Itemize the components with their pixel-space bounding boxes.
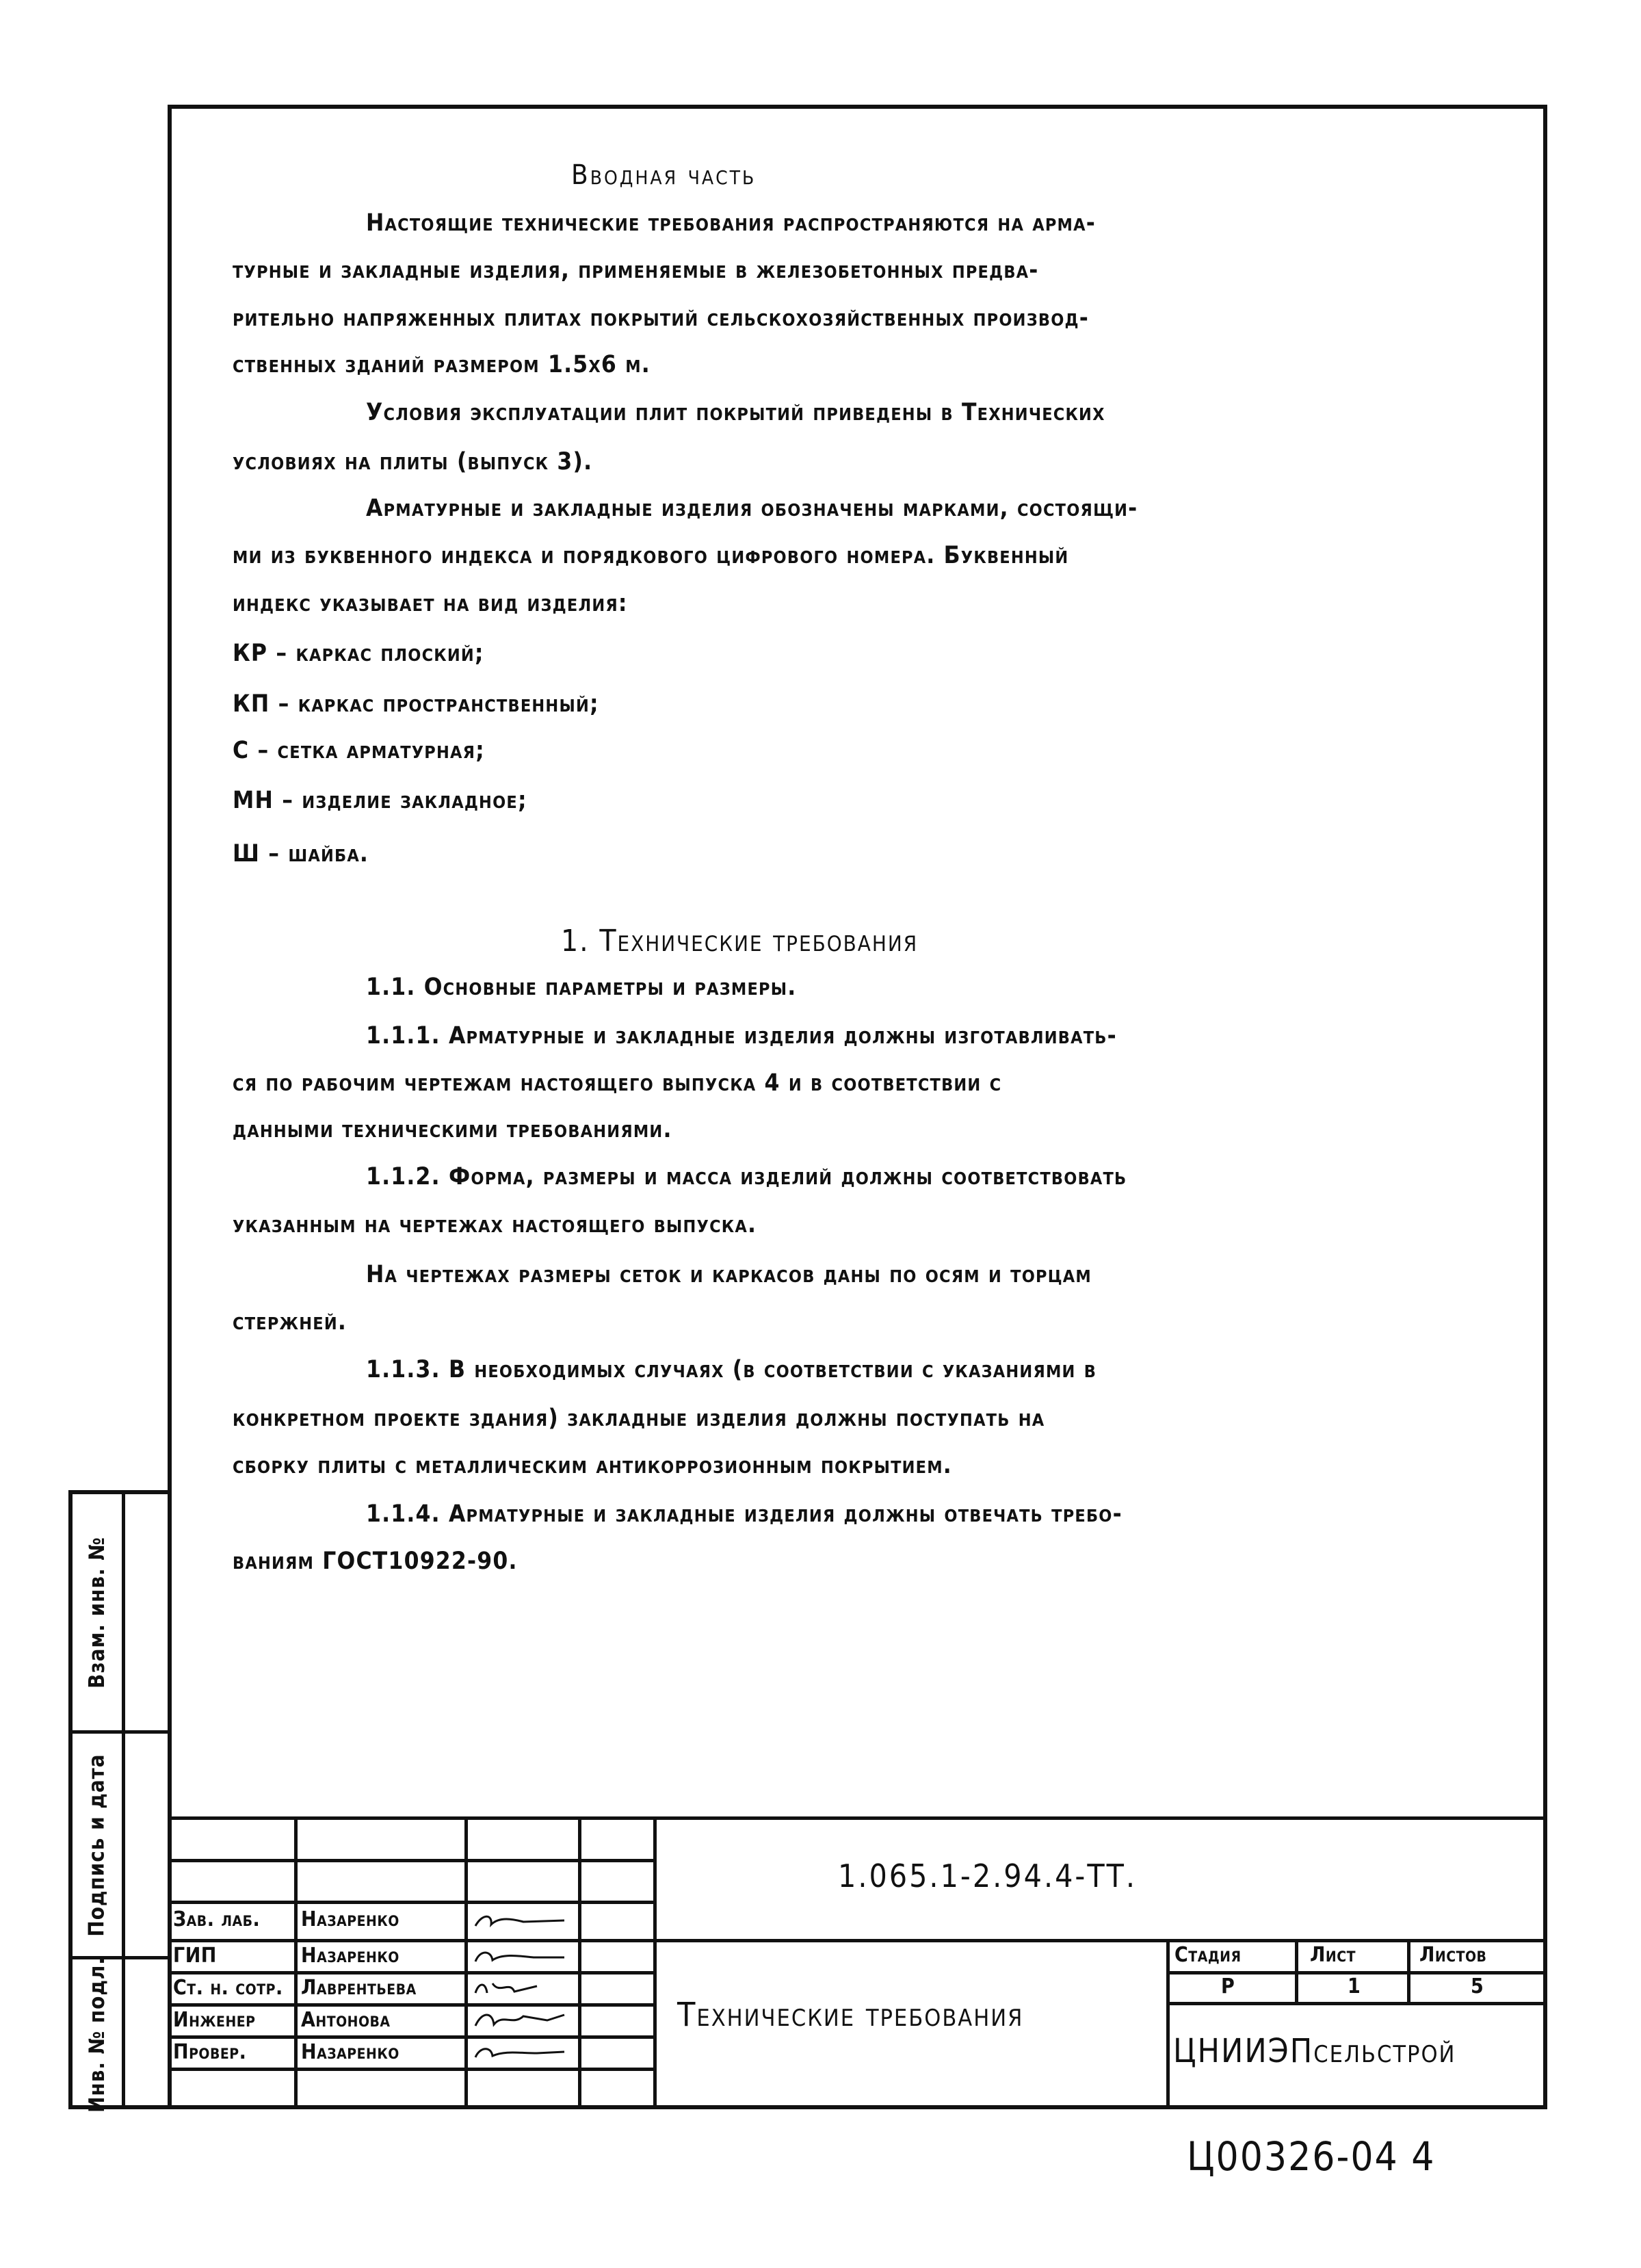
p-dims-line: стержней. (233, 1308, 347, 1335)
archive-number: Ц00326-04 4 (1187, 2133, 1436, 2180)
intro-p3-line: индекс указывает на вид изделия: (233, 590, 628, 617)
intro-p1-line: рительно напряженных плитах покрытий сельскохозяйственных производ- (233, 304, 1090, 332)
p-1-1-3-line: 1.1.3. В необходимых случаях (в соответствии с указаниями в (366, 1356, 1097, 1383)
side-strip (68, 1490, 171, 2113)
stage-header: Стадия (1174, 1943, 1242, 1967)
document-name: Технические требования (677, 1996, 1024, 2034)
sheet-value: 1 (1348, 1974, 1361, 1998)
p-1-1-2-line: указанным на чертежах настоящего выпуска. (233, 1211, 757, 1238)
intro-p1-line: Настоящие технические требования распространяются на арма- (366, 209, 1096, 237)
p-1-1-3-line: сборку плиты с металлическим антикоррозионным покрытием. (233, 1452, 952, 1479)
intro-p2-line: условиях на плиты (выпуск 3). (233, 448, 593, 475)
side-label-vzam: Взам. инв. № (85, 1536, 110, 1689)
sheet-header: Лист (1310, 1943, 1356, 1967)
p-1-1-3-line: конкретном проекте здания) закладные изделия должны поступать на (233, 1405, 1045, 1432)
signature (472, 1912, 568, 1929)
signature (472, 2011, 568, 2027)
p-1-1-2-line: 1.1.2. Форма, размеры и масса изделий должны соответствовать (366, 1163, 1127, 1190)
side-label-sign: Подпись и дата (85, 1753, 109, 1937)
p-1-1-1-line: 1.1.1. Арматурные и закладные изделия должны изготавливать- (366, 1022, 1117, 1050)
p-1-1-4-line: ваниям ГОСТ10922-90. (233, 1548, 518, 1575)
intro-p3-line: Арматурные и закладные изделия обозначены марками, состоящи- (366, 495, 1138, 522)
intro-p2-line: Условия эксплуатации плит покрытий приведены в Технических (366, 399, 1105, 426)
side-cell-vzam (73, 1494, 171, 1734)
side-cell-inv (73, 1956, 171, 2113)
organization: ЦНИИЭПсельстрой (1173, 2032, 1456, 2070)
code-item: С – сетка арматурная; (233, 737, 485, 764)
staff-name: Антонова (301, 2008, 391, 2032)
staff-role: Инженер (173, 2008, 256, 2032)
p-1-1-1-line: данными техническими требованиями. (233, 1116, 672, 1143)
staff-role: Ст. н. сотр. (173, 1976, 283, 2000)
code-item: КР – каркас плоский; (233, 640, 484, 667)
staff-name: Лаврентьева (301, 1976, 417, 2000)
section-title: 1. Технические требования (561, 924, 919, 959)
code-item: МН – изделие закладное; (233, 787, 527, 814)
stage-value: Р (1221, 1974, 1235, 1998)
sheets-value: 5 (1471, 1974, 1484, 1998)
staff-name: Назаренко (301, 1907, 399, 1931)
subsection-title: 1.1. Основные параметры и размеры. (366, 974, 797, 1001)
signature (472, 1948, 568, 1964)
p-1-1-1-line: ся по рабочим чертежам настоящего выпуска 4 и в соответствии с (233, 1069, 1002, 1097)
intro-p3-line: ми из буквенного индекса и порядкового цифрового номера. Буквенный (233, 542, 1069, 569)
staff-role: ГИП (173, 1944, 217, 1968)
staff-name: Назаренко (301, 2040, 399, 2064)
side-cell-sign (73, 1734, 171, 1959)
title-block (168, 1816, 1547, 2109)
code-item: КП – каркас пространственный; (233, 690, 599, 718)
p-dims-line: На чертежах размеры сеток и каркасов даны по осям и торцам (366, 1261, 1092, 1288)
sheets-header: Листов (1419, 1943, 1487, 1967)
code-item: Ш – шайба. (233, 840, 369, 868)
document-code: 1.065.1-2.94.4-ТТ. (838, 1858, 1138, 1894)
signature (472, 1979, 540, 1996)
intro-p1-line: ственных зданий размером 1.5х6 м. (233, 351, 651, 378)
staff-role: Провер. (173, 2040, 247, 2064)
signature (472, 2044, 568, 2060)
staff-name: Назаренко (301, 1944, 399, 1968)
staff-role: Зав. лаб. (173, 1907, 261, 1931)
side-label-inv: Инв. № подл. (85, 1956, 109, 2113)
p-1-1-4-line: 1.1.4. Арматурные и закладные изделия должны отвечать требо- (366, 1500, 1123, 1528)
intro-p1-line: турные и закладные изделия, применяемые в железобетонных предва- (233, 257, 1039, 284)
intro-heading: Вводная часть (571, 159, 757, 191)
